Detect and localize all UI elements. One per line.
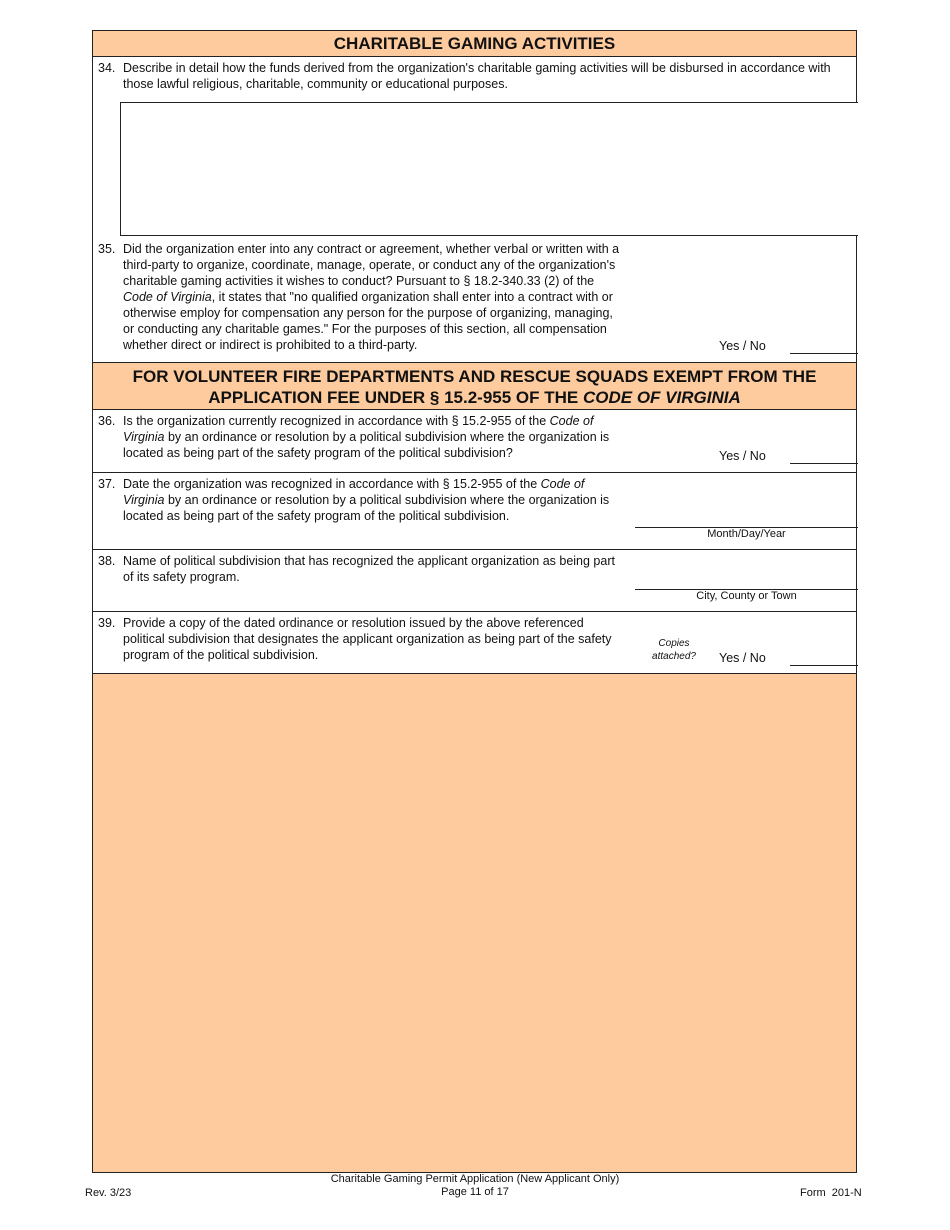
question-36-text: Is the organization currently recognized in accordance with § 15.2-955 of the Code of Virginia by an ordinance or resolution by a political subdivision where the organization is located as being part of the safety program of the political subdivision? [123,414,610,460]
section-title-line1: FOR VOLUNTEER FIRE DEPARTMENTS AND RESCUE SQUADS EXEMPT FROM THE [132,367,817,386]
divider [93,549,856,550]
section-header-volunteer-fire [93,362,856,410]
footer-center [300,1173,650,1199]
question-39-number: 39. [98,616,116,630]
question-39-answer-line[interactable] [790,665,858,666]
footer-doc-title: Charitable Gaming Permit Application (New Applicant Only) [330,1173,620,1185]
question-37-number: 37. [98,477,116,491]
divider [93,611,856,612]
question-38-field-label: City, County or Town [696,590,797,602]
question-39-text: Provide a copy of the dated ordinance or resolution issued by the above referenced political subdivision that designates the applicant organization as being part of the safety program of the political subdivision. [123,616,612,662]
form-frame [92,30,857,1173]
question-36-answer-line[interactable] [790,463,858,464]
footer-form-number: Form 201-N [800,1187,862,1199]
question-36-number: 36. [98,414,116,428]
footer-page-number: Page 11 of 17 [441,1186,509,1198]
question-35-yes-no-label: Yes / No [719,339,766,353]
section-title: CHARITABLE GAMING ACTIVITIES [333,34,616,53]
question-39-yes-no-label: Yes / No [719,651,766,665]
question-35-text: Did the organization enter into any contract or agreement, whether verbal or written with a third-party to organize, coordinate, manage, operate, or conduct any of the organization's charitable gaming activities it wishes to conduct? Pursuant to § 18.2-340.33 (2) of the Code of Virginia, it states that "no qualified organization shall enter into a contract with or otherwise employ for compensation any person for the purpose of organizing, managing, or conducting any charitable games." For the purposes of this section, all compensation whether direct or indirect is prohibited to a third-party. [123,242,620,352]
section-title-line2: APPLICATION FEE UNDER § 15.2-955 OF THE CODE OF VIRGINIA [208,388,741,407]
divider [93,472,856,473]
question-36-yes-no-label: Yes / No [719,449,766,463]
question-39-copies-attached-label: Copies attached? [652,638,696,662]
question-34-number: 34. [98,61,116,75]
question-34-text: Describe in detail how the funds derived from the organization's charitable gaming activities will be disbursed in accordance with those lawful religious, charitable, community or educational purposes. [123,61,831,91]
question-35-number: 35. [98,242,116,256]
section-header-charitable-gaming [93,31,856,57]
blank-shaded-area [93,674,856,1172]
footer-revision: Rev. 3/23 [85,1187,132,1199]
question-34-answer-box[interactable] [120,102,858,236]
question-37-text: Date the organization was recognized in accordance with § 15.2-955 of the Code of Virginia by an ordinance or resolution by a political subdivision where the organization is located as being part of the safety program of the political subdivision. [123,477,610,523]
question-37-field-label: Month/Day/Year [707,528,786,540]
question-38-number: 38. [98,554,116,568]
question-35-answer-line[interactable] [790,353,858,354]
question-38-text: Name of political subdivision that has recognized the applicant organization as being part of its safety program. [123,554,615,584]
